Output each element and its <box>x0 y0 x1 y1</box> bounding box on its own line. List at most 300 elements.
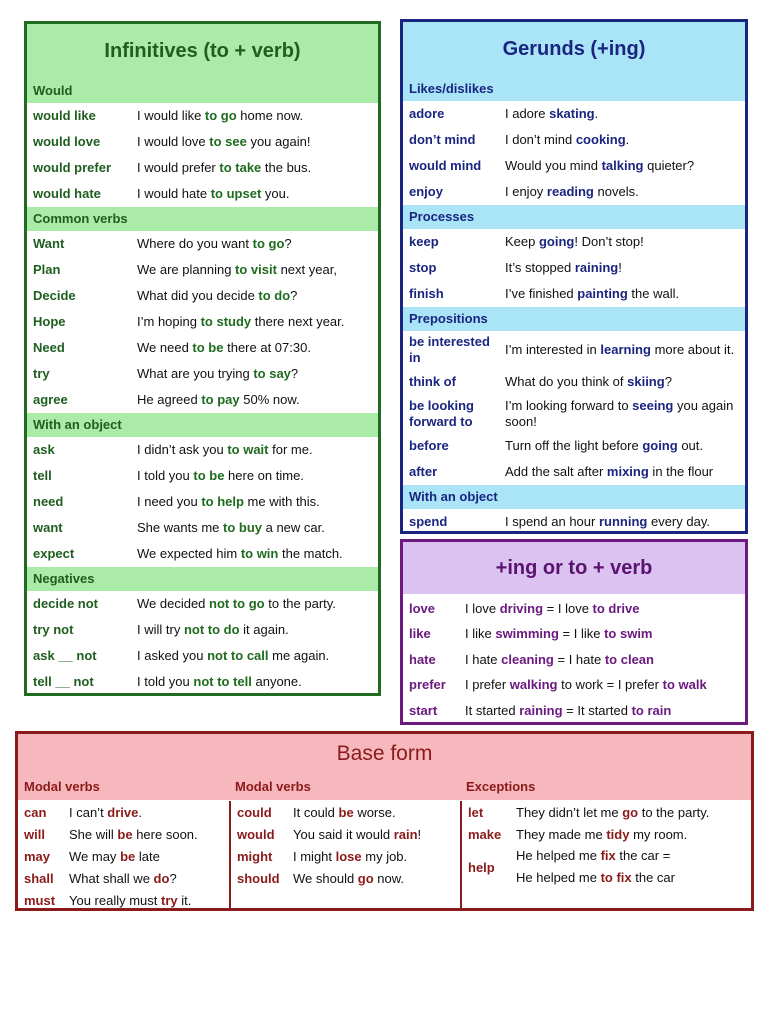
verb-row <box>403 331 745 369</box>
example-text: I love <box>465 600 500 616</box>
base-example <box>69 827 229 842</box>
base-example <box>516 845 675 889</box>
verb-row <box>403 127 745 153</box>
example-highlight: mixing <box>606 464 649 479</box>
example-highlight: going <box>642 438 678 453</box>
example-highlight: to walk <box>662 677 707 693</box>
verb-row <box>27 643 378 669</box>
verb-key: would hate <box>33 186 101 201</box>
example-sentence <box>137 520 378 536</box>
example-text: We should <box>293 870 358 886</box>
example-text: next year, <box>276 262 337 277</box>
example-text: ? <box>290 366 299 381</box>
example-text: Where do you want <box>137 236 253 251</box>
example-highlight: to buy <box>223 520 262 535</box>
verb-row <box>27 361 378 387</box>
example-text: home now. <box>236 108 304 123</box>
example-sentence <box>137 622 378 638</box>
example-highlight: skiing <box>627 374 665 389</box>
example-text: you. <box>261 186 290 201</box>
example-highlight: to see <box>209 134 247 149</box>
example-text: me with this. <box>243 494 320 509</box>
base-key: would <box>237 826 275 842</box>
base-row-help <box>462 845 751 889</box>
example-highlight: to take <box>219 160 262 175</box>
verb-key: don’t mind <box>409 132 476 147</box>
base-form-panel <box>15 731 754 911</box>
example-sentence <box>137 288 378 304</box>
base-key: must <box>24 892 56 908</box>
example-sentence <box>137 494 378 510</box>
verb-row <box>27 335 378 361</box>
base-form-title: Base form <box>18 734 751 774</box>
verb-key: prefer <box>409 677 446 693</box>
example-text: I told you <box>137 468 194 483</box>
verb-key: think of <box>409 374 456 389</box>
example-sentence <box>465 703 745 719</box>
example-text: It could <box>293 804 339 820</box>
example-highlight: to visit <box>235 262 277 277</box>
base-key: could <box>237 804 272 820</box>
example-text: ! <box>417 826 422 842</box>
example-text: in the flour <box>648 464 714 479</box>
verb-key: love <box>409 600 436 616</box>
gerunds-title: Gerunds (+ing) <box>403 22 745 77</box>
base-form-column-1 <box>18 801 229 911</box>
ing-or-to-body <box>403 594 745 724</box>
base-row <box>462 801 751 823</box>
example-text: It’s stopped <box>505 260 575 275</box>
verb-key: would prefer <box>33 160 112 175</box>
base-example <box>293 805 460 820</box>
verb-row <box>27 155 378 181</box>
example-highlight: going <box>538 234 575 249</box>
example-highlight: to go <box>252 236 285 251</box>
column-heading-modal-1: Modal verbs <box>24 779 100 794</box>
base-example <box>293 849 460 864</box>
example-highlight: not to call <box>207 648 269 663</box>
example-highlight: reading <box>546 184 594 199</box>
example-text: I spend an hour <box>505 514 599 529</box>
example-sentence <box>505 464 745 480</box>
example-highlight: to pay <box>201 392 240 407</box>
example-sentence <box>137 186 378 202</box>
example-sentence <box>465 601 745 617</box>
section-heading: Prepositions <box>403 307 745 331</box>
example-highlight: running <box>598 514 648 529</box>
infinitives-body <box>27 79 378 695</box>
example-highlight: drive <box>107 804 139 820</box>
verb-key: adore <box>409 106 445 121</box>
column-heading-exceptions: Exceptions <box>466 779 536 794</box>
example-sentence <box>137 236 378 252</box>
verb-row <box>403 433 745 459</box>
example-text: out. <box>677 438 703 453</box>
section-heading: Negatives <box>27 567 378 591</box>
example-sentence <box>137 392 378 408</box>
example-text: the car <box>631 870 675 885</box>
verb-row <box>27 387 378 413</box>
section-heading: Likes/dislikes <box>403 77 745 101</box>
example-sentence <box>505 132 745 148</box>
base-row <box>231 867 460 889</box>
example-highlight: be <box>117 826 133 842</box>
verb-row <box>403 395 745 433</box>
example-highlight: be <box>120 848 136 864</box>
base-form-column-3 <box>460 801 751 911</box>
verb-row <box>403 509 745 534</box>
example-highlight: not to tell <box>193 674 252 689</box>
infinitives-panel <box>24 21 381 696</box>
example-text: to the party. <box>264 596 336 611</box>
verb-row <box>403 179 745 205</box>
example-text: We decided <box>137 596 210 611</box>
example-text: I enjoy <box>505 184 547 199</box>
example-text: quieter? <box>643 158 695 173</box>
example-text: He helped me <box>516 870 601 885</box>
example-highlight: cleaning <box>501 651 554 667</box>
example-sentence <box>505 374 745 390</box>
example-highlight: walking <box>509 677 558 693</box>
verb-row <box>403 673 745 699</box>
example-text: to the party. <box>638 804 710 820</box>
verb-key: would mind <box>409 158 482 173</box>
example-highlight: raining <box>519 702 563 718</box>
example-sentence <box>137 546 378 562</box>
example-text: ! <box>618 260 622 275</box>
example-text: ? <box>169 870 177 886</box>
verb-row <box>27 591 378 617</box>
example-text: I adore <box>505 106 550 121</box>
example-sentence <box>505 514 745 530</box>
base-row <box>18 823 229 845</box>
example-sentence <box>505 184 745 200</box>
base-key: can <box>24 804 47 820</box>
example-text: = I like <box>558 626 605 642</box>
example-highlight: to win <box>240 546 279 561</box>
example-highlight: not to go <box>209 596 265 611</box>
verb-row <box>27 463 378 489</box>
verb-key: Want <box>33 236 65 251</box>
verb-row <box>403 229 745 255</box>
example-text: anyone. <box>251 674 302 689</box>
example-text: late <box>135 848 160 864</box>
example-highlight: be <box>338 804 354 820</box>
example-text: I would love <box>137 134 210 149</box>
example-text: you again soon! <box>505 398 734 429</box>
base-example <box>293 827 460 842</box>
base-row <box>231 823 460 845</box>
base-example <box>69 805 229 820</box>
example-text: I told you <box>137 674 194 689</box>
base-form-column-headings <box>18 774 751 800</box>
example-highlight: lose <box>335 848 362 864</box>
example-text: there at 07:30. <box>223 340 311 355</box>
example-highlight: do <box>153 870 170 886</box>
example-sentence <box>505 234 745 250</box>
example-highlight: to study <box>200 314 252 329</box>
example-sentence <box>137 108 378 124</box>
example-text: the wall. <box>627 286 680 301</box>
example-highlight: rain <box>393 826 418 842</box>
verb-key: try <box>33 366 50 381</box>
example-highlight: to be <box>193 468 225 483</box>
example-text: I hate <box>465 651 502 667</box>
example-text: me again. <box>268 648 330 663</box>
example-text: He agreed <box>137 392 202 407</box>
verb-key: keep <box>409 234 439 249</box>
example-text: . <box>138 804 142 820</box>
base-example <box>69 893 229 908</box>
example-highlight: to rain <box>631 702 672 718</box>
base-row <box>18 889 229 911</box>
base-key: may <box>24 848 51 864</box>
example-text: Keep <box>505 234 539 249</box>
example-text: I would hate <box>137 186 211 201</box>
example-sentence <box>137 468 378 484</box>
example-text: You said it would <box>293 826 394 842</box>
verb-key: would love <box>33 134 101 149</box>
example-text: I didn’t ask you <box>137 442 228 457</box>
example-text: She wants me <box>137 520 223 535</box>
example-sentence <box>137 648 378 664</box>
base-example <box>516 827 751 842</box>
example-sentence <box>505 342 745 358</box>
verb-key: enjoy <box>409 184 443 199</box>
example-sentence <box>137 134 378 150</box>
example-highlight: to swim <box>604 626 653 642</box>
example-sentence <box>137 340 378 356</box>
example-text: every day. <box>647 514 710 529</box>
verb-key: tell __ not <box>33 674 94 689</box>
example-text: worse. <box>353 804 396 820</box>
verb-row <box>403 622 745 648</box>
example-highlight: talking <box>601 158 644 173</box>
example-highlight: cooking <box>575 132 626 147</box>
gerunds-body <box>403 77 745 534</box>
gerunds-panel <box>400 19 748 534</box>
example-text: = It started <box>562 702 632 718</box>
verb-row <box>27 231 378 257</box>
base-example <box>293 871 460 886</box>
example-text: I can’t <box>69 804 108 820</box>
example-text: the bus. <box>261 160 312 175</box>
section-heading: With an object <box>27 413 378 437</box>
example-text: He helped me <box>516 848 601 863</box>
base-key: shall <box>24 870 54 886</box>
example-text: ! Don’t stop! <box>574 234 644 249</box>
example-text: it. <box>177 892 192 908</box>
verb-row <box>403 281 745 307</box>
example-text: She will <box>69 826 118 842</box>
example-highlight: swimming <box>495 626 559 642</box>
section-heading: Processes <box>403 205 745 229</box>
example-text: I asked you <box>137 648 208 663</box>
base-example <box>516 805 751 820</box>
verb-key: spend <box>409 514 448 529</box>
example-text: It started <box>465 702 520 718</box>
example-highlight: tidy <box>606 826 630 842</box>
example-text: the car = <box>615 848 671 863</box>
example-text: novels. <box>593 184 639 199</box>
example-highlight: to clean <box>604 651 654 667</box>
verb-key: try not <box>33 622 74 637</box>
example-sentence <box>465 626 745 642</box>
verb-key: before <box>409 438 449 453</box>
example-text: I’m hoping <box>137 314 201 329</box>
ing-or-to-panel <box>400 539 748 725</box>
example-text: Turn off the light before <box>505 438 643 453</box>
example-highlight: to help <box>201 494 244 509</box>
example-highlight: to upset <box>210 186 262 201</box>
verb-key: would like <box>33 108 96 123</box>
verb-key: expect <box>33 546 75 561</box>
verb-row <box>403 153 745 179</box>
example-text: there next year. <box>251 314 345 329</box>
example-text: ? <box>664 374 672 389</box>
example-text: here soon. <box>132 826 198 842</box>
verb-row <box>403 369 745 395</box>
example-text: I don’t mind <box>505 132 576 147</box>
verb-key: need <box>33 494 64 509</box>
example-text: 50% now. <box>239 392 300 407</box>
example-highlight: go <box>622 804 639 820</box>
example-sentence <box>505 158 745 174</box>
verb-key: Need <box>33 340 65 355</box>
verb-row <box>403 698 745 724</box>
verb-row <box>27 283 378 309</box>
example-sentence <box>505 106 745 122</box>
verb-key: start <box>409 702 438 718</box>
example-highlight: raining <box>574 260 619 275</box>
example-text: now. <box>373 870 405 886</box>
example-text: my job. <box>361 848 408 864</box>
verb-row <box>403 101 745 127</box>
example-highlight: to wait <box>227 442 269 457</box>
example-text: here on time. <box>224 468 304 483</box>
example-text: I need you <box>137 494 202 509</box>
verb-key: Hope <box>33 314 66 329</box>
example-highlight: to be <box>192 340 224 355</box>
example-highlight: seeing <box>632 398 674 413</box>
verb-row <box>403 647 745 673</box>
example-sentence <box>505 438 745 454</box>
verb-key: ask <box>33 442 55 457</box>
infinitives-title: Infinitives (to + verb) <box>27 24 378 79</box>
example-text: Would you mind <box>505 158 602 173</box>
verb-row <box>403 459 745 485</box>
base-example <box>69 849 229 864</box>
example-highlight: not to do <box>183 622 240 637</box>
verb-row <box>27 489 378 515</box>
example-text: What shall we <box>69 870 154 886</box>
example-text: Add the salt after <box>505 464 607 479</box>
example-highlight: to do <box>258 288 291 303</box>
base-row <box>18 867 229 889</box>
example-sentence <box>465 677 745 693</box>
example-text: What did you decide <box>137 288 259 303</box>
base-key: make <box>468 826 502 842</box>
base-key: help <box>468 859 495 875</box>
verb-key: agree <box>33 392 68 407</box>
base-key: should <box>237 870 280 886</box>
example-sentence <box>137 596 378 612</box>
example-text: ? <box>284 236 292 251</box>
base-row <box>231 801 460 823</box>
verb-row <box>403 596 745 622</box>
example-text: it again. <box>239 622 289 637</box>
example-text: I’ve finished <box>505 286 578 301</box>
example-text: I would prefer <box>137 160 220 175</box>
example-highlight: driving <box>499 600 544 616</box>
example-sentence <box>505 260 745 276</box>
example-highlight: go <box>357 870 374 886</box>
example-text: the match. <box>278 546 343 561</box>
example-highlight: to say <box>253 366 291 381</box>
example-sentence <box>137 160 378 176</box>
example-text: I’m interested in <box>505 342 601 357</box>
verb-row <box>27 103 378 129</box>
example-text: my room. <box>629 826 688 842</box>
verb-row <box>27 669 378 695</box>
example-highlight: fix <box>600 848 616 863</box>
example-text: = I love <box>543 600 593 616</box>
verb-row <box>27 515 378 541</box>
verb-key: ask __ not <box>33 648 97 663</box>
example-text: to work = I prefer <box>557 677 663 693</box>
example-sentence <box>137 442 378 458</box>
base-key: will <box>24 826 45 842</box>
example-text: What are you trying <box>137 366 254 381</box>
verb-row <box>27 257 378 283</box>
verb-key: tell <box>33 468 52 483</box>
base-key: let <box>468 804 484 820</box>
example-text: . <box>594 106 599 121</box>
section-heading: Common verbs <box>27 207 378 231</box>
example-text: I like <box>465 626 496 642</box>
example-text: you again! <box>246 134 311 149</box>
verb-row <box>27 541 378 567</box>
example-highlight: skating <box>549 106 595 121</box>
example-highlight: to drive <box>592 600 640 616</box>
example-sentence <box>137 262 378 278</box>
verb-key: be looking forward to <box>409 398 474 429</box>
example-text: They didn’t let me <box>516 804 623 820</box>
example-text: I’m looking forward to <box>505 398 633 413</box>
example-text: . <box>625 132 630 147</box>
verb-row <box>27 181 378 207</box>
example-text: a new car. <box>262 520 325 535</box>
example-highlight: learning <box>600 342 651 357</box>
example-text: I would like <box>137 108 205 123</box>
verb-key: Plan <box>33 262 61 277</box>
example-text: We need <box>137 340 193 355</box>
verb-row <box>403 255 745 281</box>
base-row <box>18 801 229 823</box>
example-text: = I hate <box>553 651 605 667</box>
verb-row <box>27 617 378 643</box>
example-text: What do you think of <box>505 374 628 389</box>
example-highlight: to go <box>204 108 237 123</box>
verb-row <box>27 437 378 463</box>
verb-key: finish <box>409 286 444 301</box>
example-sentence <box>137 366 378 382</box>
verb-key: want <box>33 520 63 535</box>
example-highlight: to fix <box>600 870 632 885</box>
verb-key: Decide <box>33 288 76 303</box>
verb-key: decide not <box>33 596 99 611</box>
verb-key: hate <box>409 651 436 667</box>
